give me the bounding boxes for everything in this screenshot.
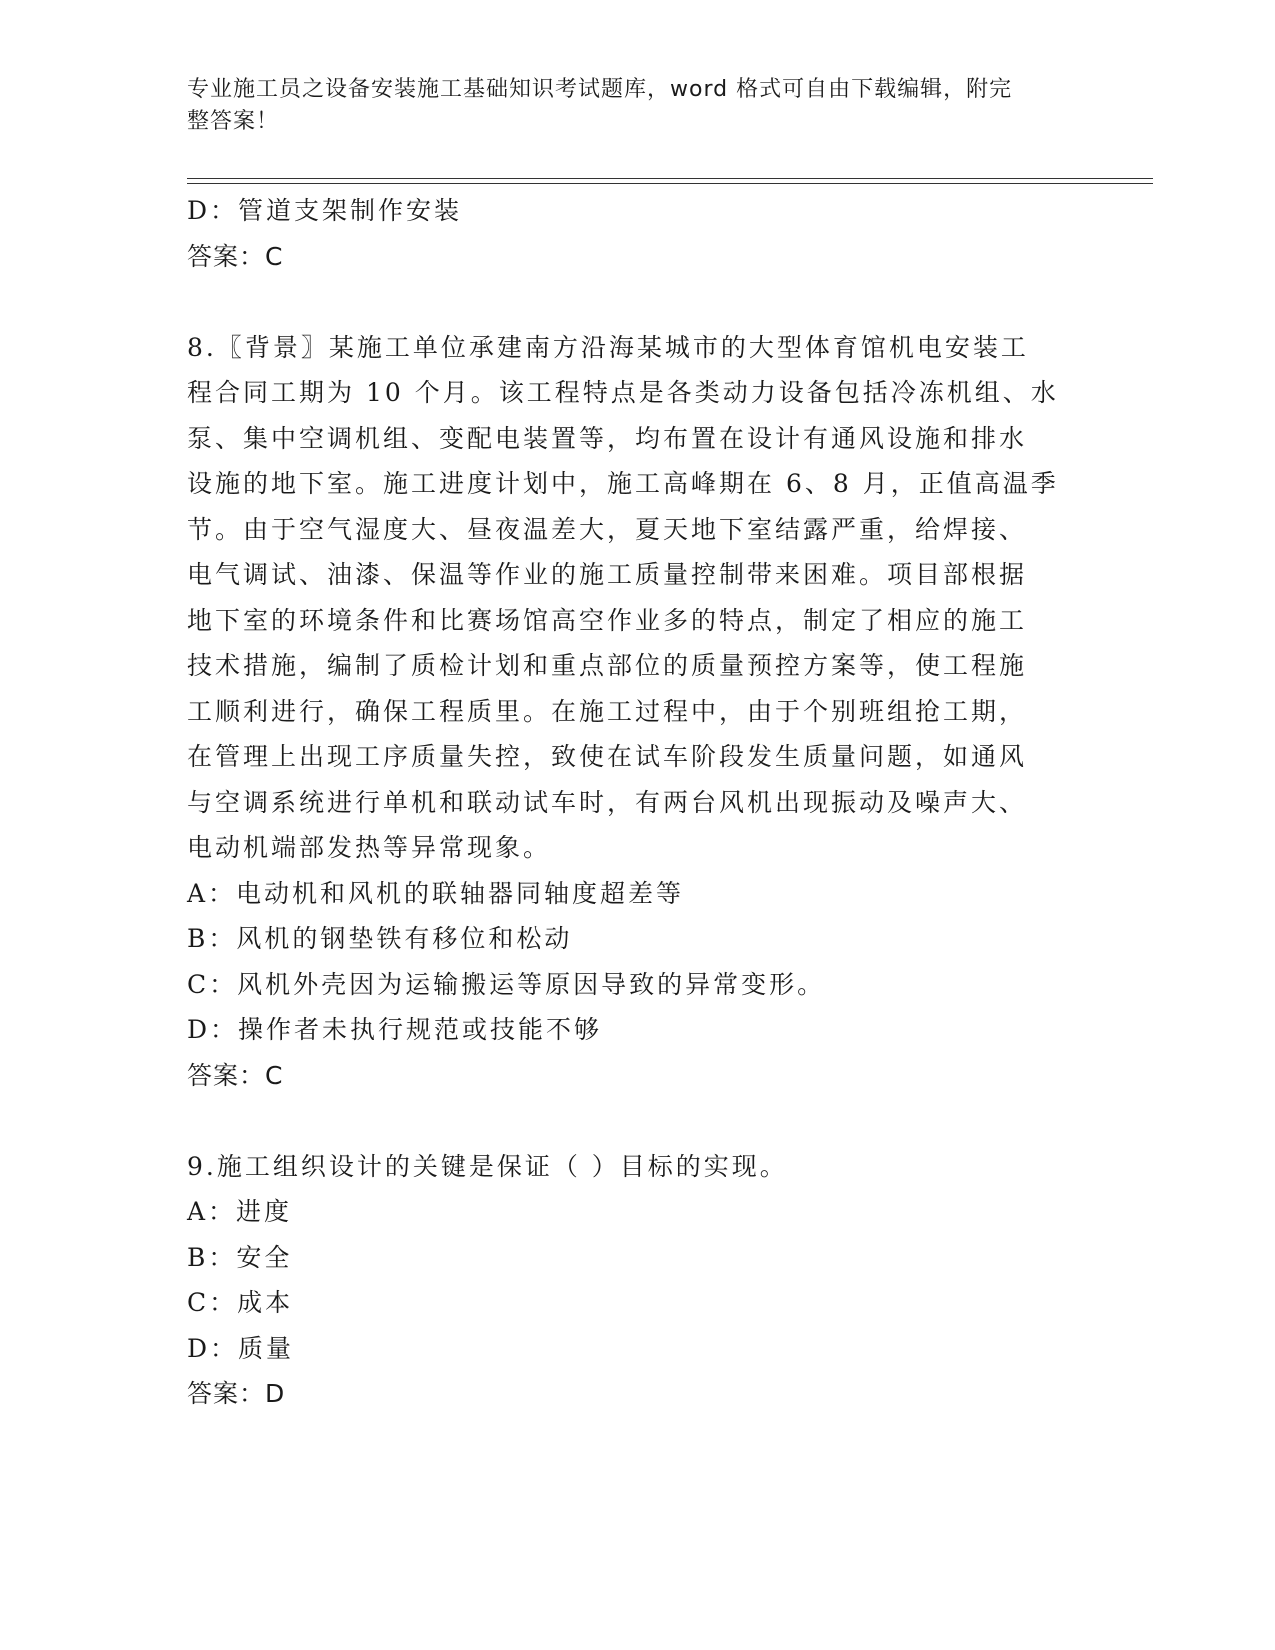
option-b: B：风机的钢垫铁有移位和松动 <box>187 924 573 953</box>
question-9 <box>187 1144 1067 1417</box>
question-stem-line: 设施的地下室。施工进度计划中，施工高峰期在 6、8 月，正值高温季 <box>187 469 1059 498</box>
option-b: B：安全 <box>187 1242 293 1272</box>
option-d: D：质量 <box>187 1333 295 1363</box>
header-line-1: 专业施工员之设备安装施工基础知识考试题库，word 格式可自由下载编辑，附完 <box>187 77 1013 102</box>
question-stem-line: 地下室的环境条件和比赛场馆高空作业多的特点，制定了相应的施工 <box>187 605 1028 635</box>
header-line-2: 整答案！ <box>187 109 280 134</box>
question-stem: 9.施工组织设计的关键是保证（ ）目标的实现。 <box>187 1151 788 1181</box>
spacer <box>187 279 1067 325</box>
question-stem-line: 与空调系统进行单机和联动试车时，有两台风机出现振动及噪声大、 <box>187 787 1028 817</box>
option-d: D：管道支架制作安装 <box>187 196 463 225</box>
header-divider-top <box>187 178 1153 179</box>
option-c: C：成本 <box>187 1288 294 1317</box>
header-divider-bottom <box>187 183 1153 184</box>
option-a: A：电动机和风机的联轴器同轴度超差等 <box>187 878 685 908</box>
option-d: D：操作者未执行规范或技能不够 <box>187 1015 603 1044</box>
question-8 <box>187 325 1067 1099</box>
spacer <box>187 1098 1067 1144</box>
document-header <box>187 74 1067 138</box>
question-stem-line: 电气调试、油漆、保温等作业的施工质量控制带来困难。项目部根据 <box>187 560 1028 589</box>
question-stem-line: 程合同工期为 10 个月。该工程特点是各类动力设备包括冷冻机组、水 <box>187 378 1059 407</box>
option-c: C：风机外壳因为运输搬运等原因导致的异常变形。 <box>187 969 826 999</box>
answer-line: 答案：C <box>187 241 284 271</box>
question-stem-line: 工顺利进行，确保工程质里。在施工过程中，由于个别班组抢工期， <box>187 696 1028 726</box>
answer-line: 答案：D <box>187 1379 286 1408</box>
answer-line: 答案：C <box>187 1060 284 1090</box>
question-stem-line: 技术措施，编制了质检计划和重点部位的质量预控方案等，使工程施 <box>187 651 1028 680</box>
question-stem-line: 8.〖背景〗某施工单位承建南方沿海某城市的大型体育馆机电安装工 <box>187 332 1029 362</box>
question-stem-line: 泵、集中空调机组、变配电装置等，均布置在设计有通风设施和排水 <box>187 423 1028 453</box>
question-stem-line: 在管理上出现工序质量失控，致使在试车阶段发生质量问题，如通风 <box>187 742 1028 771</box>
question-stem-line: 电动机端部发热等异常现象。 <box>187 833 552 862</box>
question-stem-line: 节。由于空气湿度大、昼夜温差大，夏天地下室结露严重，给焊接、 <box>187 514 1028 544</box>
option-a: A：进度 <box>187 1197 293 1226</box>
document-body <box>187 188 1067 1417</box>
question-7-tail <box>187 188 1067 279</box>
